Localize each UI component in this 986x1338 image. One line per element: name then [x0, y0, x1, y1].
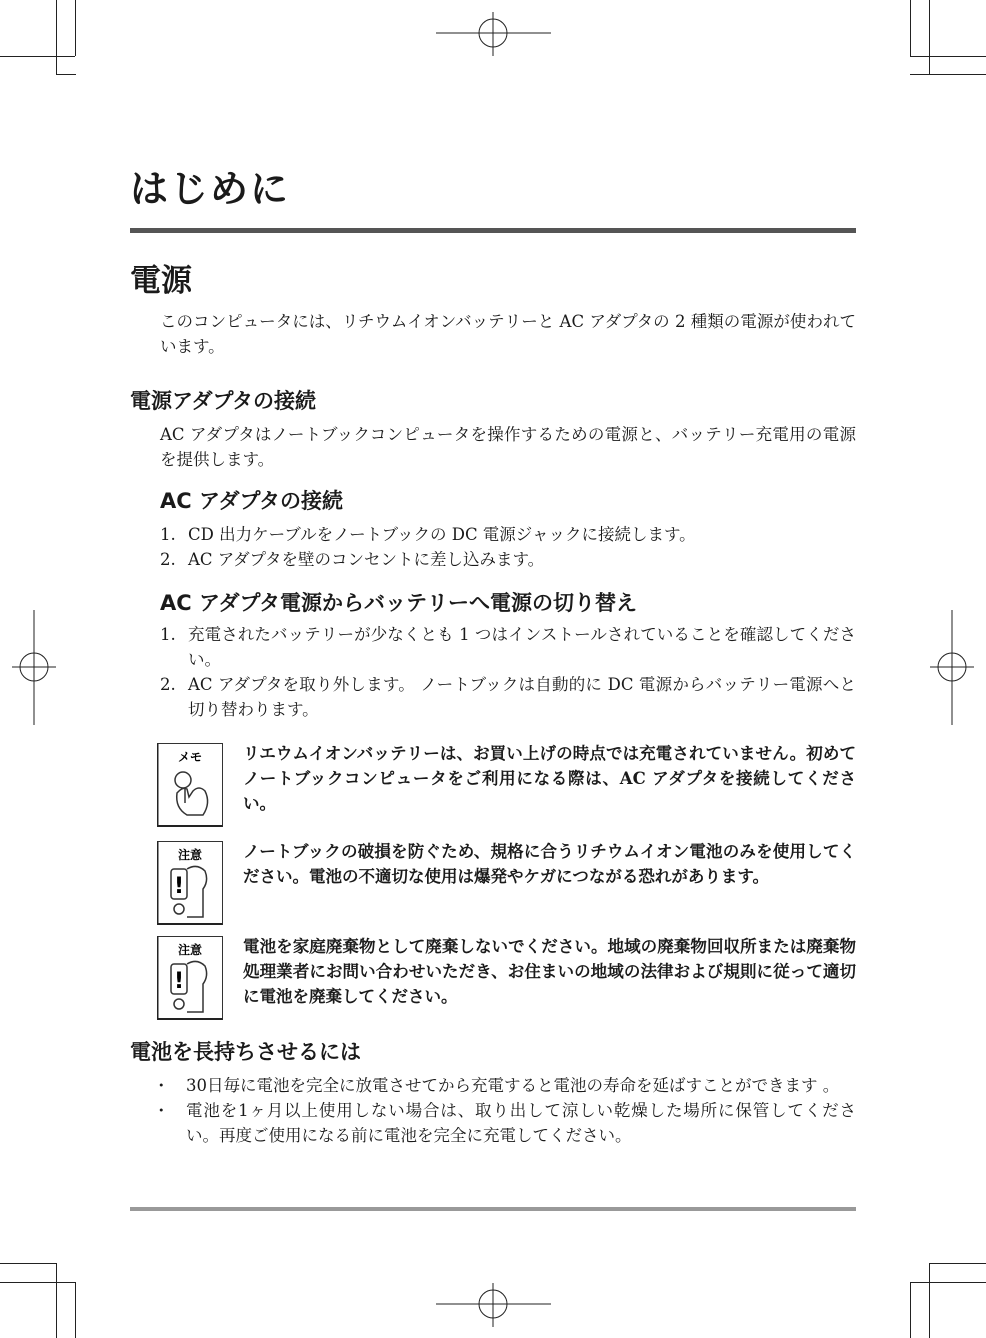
step-number: 1. [160, 625, 176, 644]
list-item [150, 1098, 856, 1148]
section-title: 電源 [130, 263, 192, 299]
bullet: ・ [153, 1076, 170, 1095]
bullet-text: 30日毎に電池を完全に放電させてから充電すると電池の寿命を延ばすことができます 。 [186, 1076, 840, 1095]
ac-connect-heading: AC アダプタの接続 [160, 489, 344, 513]
memo-icon [157, 743, 223, 827]
step-number: 1. [160, 525, 176, 544]
step-text: CD 出力ケーブルをノートブックの DC 電源ジャックに接続します。 [188, 525, 696, 544]
caution-label: 注意 [177, 943, 203, 957]
registration-mark-top [436, 12, 551, 56]
adapter-text: AC アダプタはノートブックコンピュータを操作するための電源と、バッテリー充電用の電源を提供します。 [160, 425, 856, 469]
title-rule [130, 228, 856, 233]
memo-label: メモ [177, 750, 203, 764]
step-text: AC アダプタを壁のコンセントに差し込みます。 [188, 550, 545, 569]
svg-text:!: ! [173, 874, 185, 899]
list-item [160, 547, 856, 572]
ac-connect-steps [160, 522, 856, 572]
adapter-heading: 電源アダプタの接続 [130, 389, 317, 413]
registration-mark-left [12, 610, 56, 725]
bullet-text: 電池を1ヶ月以上使用しない場合は、取り出して涼しい乾燥した場所に保管してください。再度ご使用になる前に電池を完全に充電してください。 [186, 1101, 856, 1145]
note-caution-text-2: 電池を家庭廃棄物として廃棄しないでください。地域の廃棄物回収所または廃棄物処理業者にお問い合わせいただき、お住まいの地域の法律および規則に従って適切に電池を廃棄してください。 [243, 937, 856, 1006]
battery-life-heading: 電池を長持ちさせるには [130, 1040, 361, 1064]
list-item [160, 522, 856, 547]
step-number: 2. [160, 675, 176, 694]
caution-icon [157, 936, 223, 1020]
caution-icon [157, 841, 223, 925]
note-caution-text-1: ノートブックの破損を防ぐため、規格に合うリチウムイオン電池のみを使用してください。電池の不適切な使用は爆発やケガにつながる恐れがあります。 [243, 842, 856, 886]
section-intro: このコンピュータには、リチウムイオンバッテリーと AC アダプタの 2 種類の電源が使われています。 [160, 312, 856, 356]
footer-rule [130, 1207, 856, 1211]
svg-text:!: ! [173, 969, 185, 994]
list-item [150, 1073, 856, 1098]
registration-mark-bottom [436, 1283, 551, 1327]
note-memo-text: リエウムイオンバッテリーは、お買い上げの時点では充電されていません。初めてノートブックコンピュータをご利用になる際は、AC アダプタを接続してください。 [243, 744, 856, 813]
bullet: ・ [153, 1101, 170, 1120]
step-number: 2. [160, 550, 176, 569]
list-item [160, 622, 856, 672]
switch-steps [160, 622, 856, 722]
step-text: 充電されたバッテリーが少なくとも 1 つはインストールされていることを確認してください。 [188, 625, 856, 669]
switch-heading: AC アダプタ電源からバッテリーへ電源の切り替え [160, 591, 638, 615]
page-title: はじめに [130, 167, 291, 211]
registration-mark-right [930, 610, 974, 725]
battery-life-list [150, 1073, 856, 1148]
caution-label: 注意 [177, 848, 203, 862]
list-item [160, 672, 856, 722]
step-text: AC アダプタを取り外します。 ノートブックは自動的に DC 電源からバッテリー電源へと切り替わります。 [188, 675, 856, 719]
